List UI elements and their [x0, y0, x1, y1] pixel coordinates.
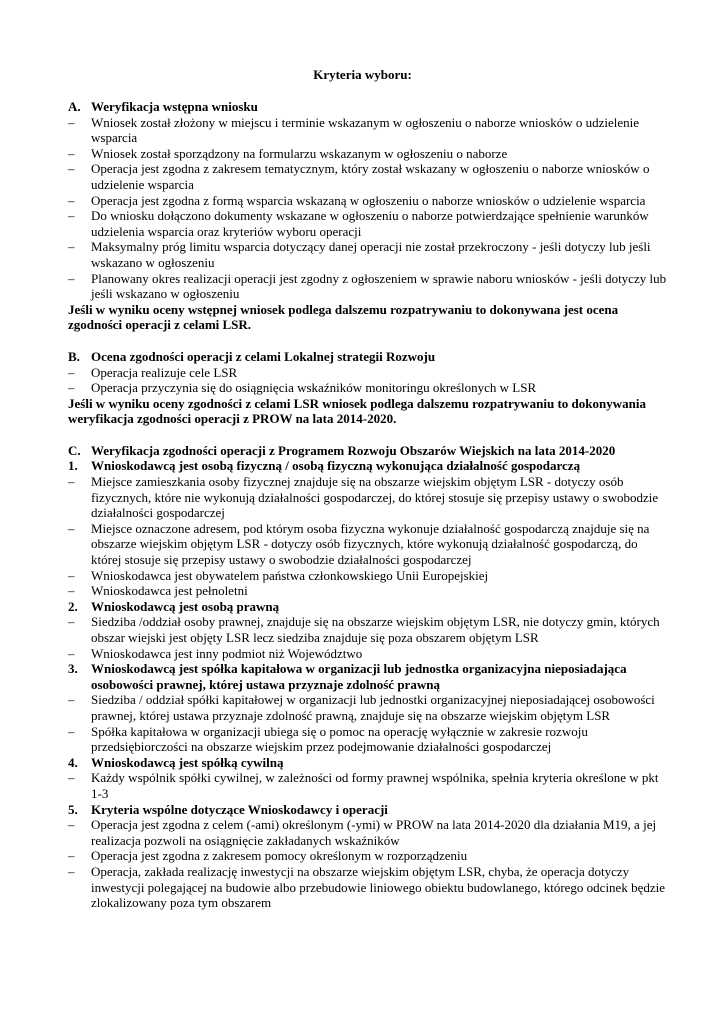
dash-marker: –: [68, 863, 75, 879]
section-b-heading-text: Ocena zgodności operacji z celami Lokalnej strategii Rozwoju: [91, 348, 436, 364]
group-2-heading: 2. Wnioskodawcą jest osobą prawną: [68, 598, 280, 614]
dash-marker: –: [68, 270, 75, 286]
section-b-marker: B.: [68, 348, 80, 364]
dash-marker: –: [68, 817, 75, 833]
list-item: – Do wniosku dołączono dokumenty wskazane w ogłoszeniu o naborze potwierdzające spełnienie warunków udzielenia wsparcia oraz kryteriów wyboru operacji: [68, 208, 649, 239]
list-item: – Operacja realizuje cele LSR: [68, 364, 238, 380]
dash-marker: –: [68, 161, 75, 177]
section-c-marker: C.: [68, 442, 81, 458]
section-a-heading: [68, 99, 668, 115]
section-a-note: Jeśli w wyniku oceny wstępnej wniosek podlega dalszemu rozpatrywaniu to dokonywana jest ocena zgodności operacji z celami LSR.: [68, 301, 619, 333]
list-item: – Operacja jest zgodna z celem (-ami) określonym (-ymi) w PROW na lata 2014-2020 dla działania M19, a jej realizacja pozwoli na osiągnięcie zakładanych wskaźników: [68, 817, 657, 848]
list-item: – Planowany okres realizacji operacji jest zgodny z ogłoszeniem w sprawie naboru wniosków - jeśli dotyczy lub jeśli wskazano w ogłoszeniu: [68, 270, 667, 302]
list-item: – Wnioskodawca jest pełnoletni: [68, 583, 248, 599]
dash-marker: –: [68, 614, 75, 630]
list-item: – Operacja, zakłada realizację inwestycji na obszarze wiejskim objętym LSR, chyba, że operacja dotyczy inwestycji polegającej na budowie albo przebudowie liniowego obiektu budowlanego, którego odcinek będzie zlokalizowany poza tym obszarem: [68, 863, 665, 911]
section-a: [68, 99, 668, 333]
dash-marker: –: [68, 474, 75, 490]
list-item: – Wniosek został sporządzony na formularzu wskazanym w ogłoszeniu o naborze: [68, 145, 508, 161]
group-3-heading: 3. Wnioskodawcą jest spółka kapitałowa w organizacji lub jednostka organizacyjna nieposiadająca osobowości prawnej, której ustawa przyznaje zdolność prawną: [68, 661, 627, 692]
dash-marker: –: [68, 645, 75, 661]
group-number: 2.: [68, 598, 78, 614]
list-item: – Siedziba / oddział spółki kapitałowej w organizacji lub jednostki organizacyjnej nieposiadającej osobowości prawnej, której ustawa przyznaje zdolność prawną, znajduje się na obszarze wiejskim objętym LSR: [68, 692, 655, 723]
page-title: Kryteria wyboru:: [313, 67, 412, 82]
section-a-heading-text: Weryfikacja wstępna wniosku: [91, 99, 258, 114]
group-5-heading: 5. Kryteria wspólne dotyczące Wnioskodawcy i operacji: [68, 801, 388, 817]
group-number: 4.: [68, 754, 78, 770]
group-1-heading: 1. Wnioskodawcą jest osobą fizyczną / osobą fizyczną wykonująca działalność gospodarczą: [68, 458, 581, 474]
dash-marker: –: [68, 239, 75, 255]
section-c-heading: [68, 443, 668, 459]
list-item: – Miejsce zamieszkania osoby fizycznej znajduje się na obszarze wiejskim objętym LSR - dotyczy osób fizycznych, które nie wykonują działalności gospodarczej, do której stosuje się przepisy ustawy o swobodzie działalności gospodarczej: [68, 474, 659, 521]
section-b: [68, 349, 668, 427]
group-number: 1.: [68, 458, 78, 474]
section-b-heading: [68, 349, 668, 365]
group-4-heading: 4. Wnioskodawcą jest spółką cywilną: [68, 754, 284, 770]
document-content: [68, 99, 668, 927]
dash-marker: –: [68, 364, 75, 380]
section-c: [68, 443, 668, 911]
list-item: – Operacja jest zgodna z zakresem tematycznym, który został wskazany w ogłoszeniu o naborze wniosków o udzielenie wsparcia: [68, 161, 650, 192]
list-item: – Operacja przyczynia się do osiągnięcia wskaźników monitoringu określonych w LSR: [68, 380, 537, 396]
section-b-note: Jeśli w wyniku oceny zgodności z celami LSR wniosek podlega dalszemu rozpatrywaniu to dokonywania weryfikacja zgodności operacji z PROW na lata 2014-2020.: [68, 395, 646, 427]
dash-marker: –: [68, 192, 75, 208]
dash-marker: –: [68, 567, 75, 583]
list-item: – Siedziba /oddział osoby prawnej, znajduje się na obszarze wiejskim objętym LSR, nie dotyczy gmin, których obszar wiejski jest objęty LSR lecz siedziba znajduje się poza obszarem objętym LSR: [68, 614, 660, 645]
dash-marker: –: [68, 208, 75, 224]
list-item: – Wniosek został złożony w miejscu i terminie wskazanym w ogłoszeniu o naborze wniosków o udzielenie wsparcia: [68, 114, 640, 146]
list-item: – Każdy wspólnik spółki cywilnej, w zależności od formy prawnej wspólnika, spełnia kryteria określone w pkt 1-3: [68, 770, 659, 801]
list-item: – Wnioskodawca jest inny podmiot niż Województwo: [68, 645, 363, 661]
section-c-heading-text: Weryfikacja zgodności operacji z Programem Rozwoju Obszarów Wiejskich na lata 2014-2020: [91, 442, 616, 458]
dash-marker: –: [68, 114, 75, 130]
list-item: – Operacja jest zgodna z zakresem pomocy określonym w rozporządzeniu: [68, 848, 468, 864]
dash-marker: –: [68, 583, 75, 599]
dash-marker: –: [68, 770, 75, 786]
dash-marker: –: [68, 520, 75, 536]
group-number: 3.: [68, 661, 78, 677]
list-item: – Spółka kapitałowa w organizacji ubiega się o pomoc na operację wyłącznie w zakresie rozwoju przedsiębiorczości na obszarze wiejskim przez podejmowanie działalności gospodarczej: [68, 723, 588, 755]
dash-marker: –: [68, 723, 75, 739]
list-item: – Maksymalny próg limitu wsparcia dotyczący danej operacji nie został przekroczony - jeśli dotyczy lub jeśli wskazano w ogłoszeniu: [68, 239, 651, 270]
dash-marker: –: [68, 380, 75, 396]
dash-marker: –: [68, 848, 75, 864]
dash-marker: –: [68, 692, 75, 708]
group-number: 5.: [68, 801, 78, 817]
dash-marker: –: [68, 145, 75, 161]
list-item: – Miejsce oznaczone adresem, pod którym osoba fizyczna wykonuje działalność gospodarczą znajduje się na obszarze wiejskim objętym LSR - dotyczy osób fizycznych, które wykonują działalność gospodarczą, do której stosuje się przepisy ustawy o swobodzie działalności gospodarczej: [68, 520, 650, 568]
list-item: – Wnioskodawca jest obywatelem państwa członkowskiego Unii Europejskiej: [68, 567, 489, 583]
section-a-marker: A.: [68, 99, 81, 114]
list-item: – Operacja jest zgodna z formą wsparcia wskazaną w ogłoszeniu o naborze wniosków o udzielenie wsparcia: [68, 192, 646, 208]
